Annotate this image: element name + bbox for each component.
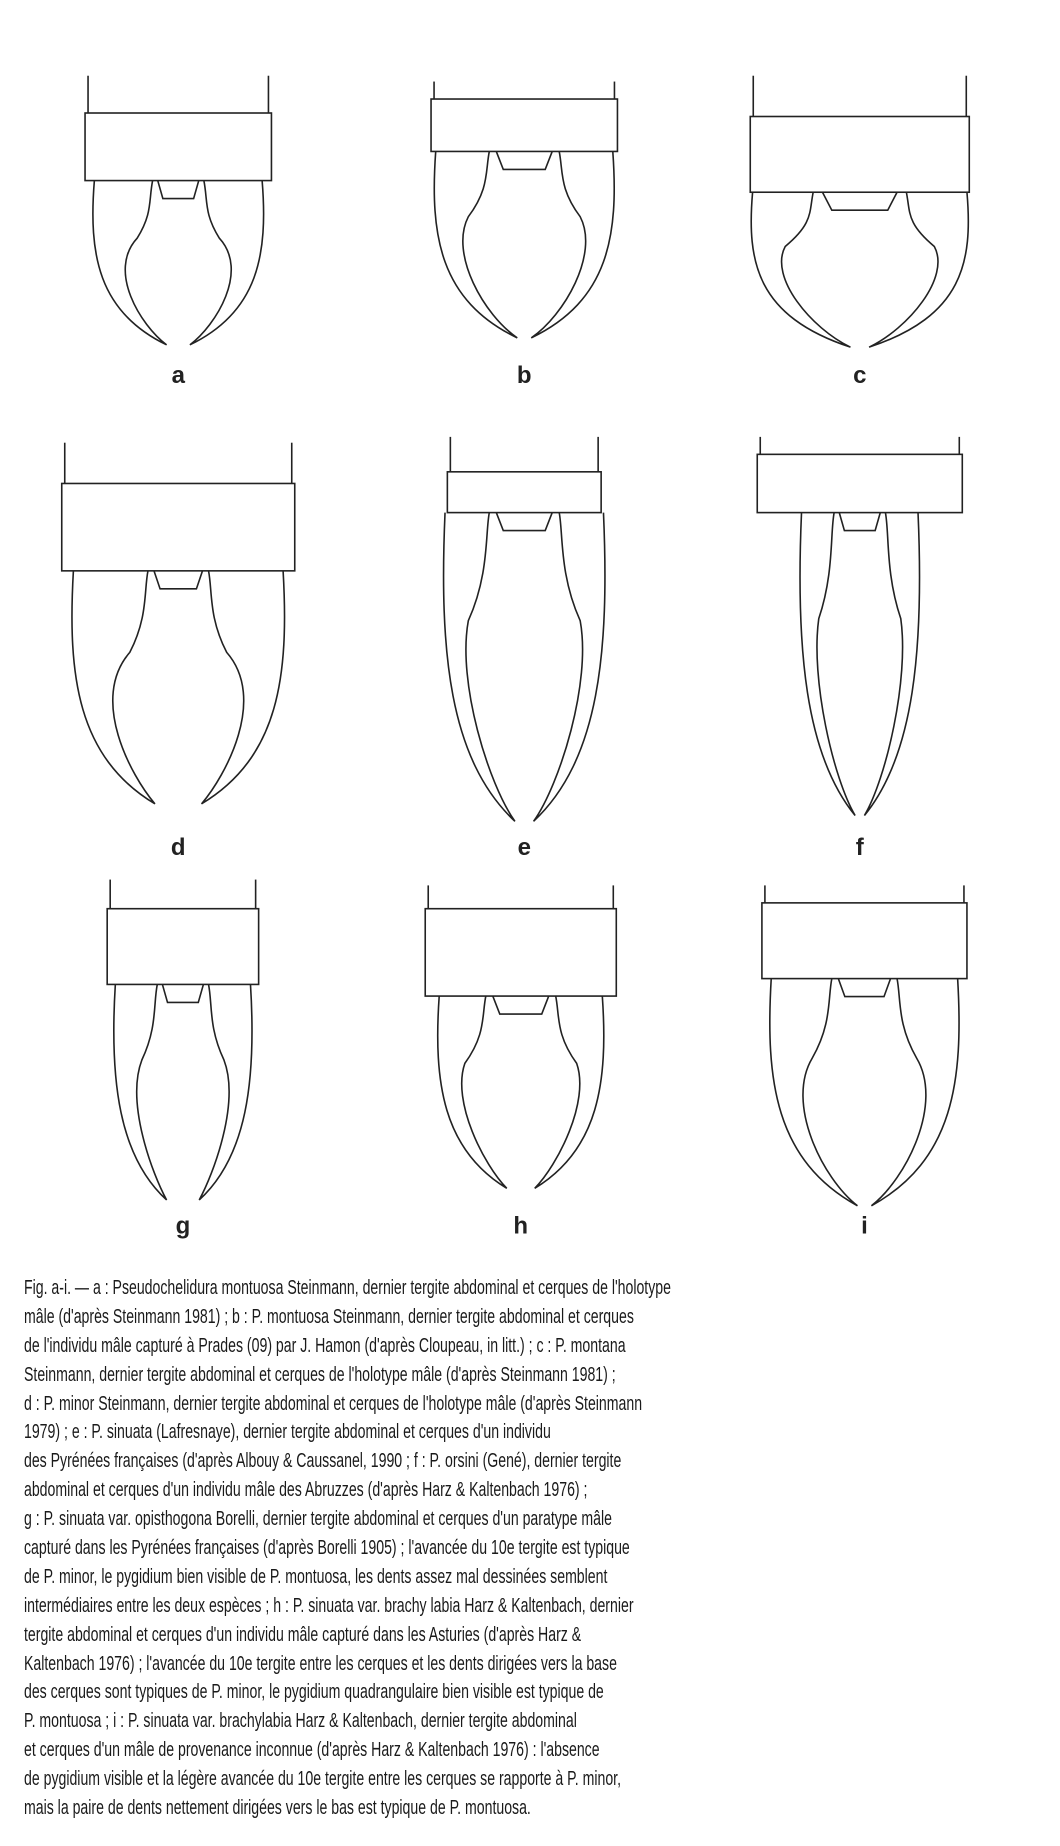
tergite — [431, 99, 617, 151]
caption-line: d : P. minor Steinmann, dernier tergite abdominal et cerques de l'holotype mâle (d'après Steinmann — [24, 1392, 643, 1415]
figure-label: d — [170, 833, 186, 861]
figure-i — [762, 885, 967, 1205]
figure-d — [62, 443, 295, 804]
tergite — [757, 454, 962, 512]
caption-line: 1979) ; e : P. sinuata (Lafresnaye), dernier tergite abdominal et cerques d'un individu — [24, 1421, 551, 1444]
right-cercus — [869, 192, 968, 347]
figure-label: i — [861, 1212, 868, 1240]
left-cercus — [438, 996, 507, 1188]
figure-label: a — [171, 362, 185, 390]
pygidium — [838, 979, 890, 997]
caption-line: des Pyrénées françaises (d'après Albouy & Caussanel, 1990 ; f : P. orsini (Gené), dernier tergite — [24, 1450, 622, 1473]
caption-line: abdominal et cerques d'un individu mâle des Abruzzes (d'après Harz & Kaltenbach 1976) ; — [24, 1479, 588, 1502]
figure-caption — [24, 1274, 1060, 1823]
right-cercus — [199, 984, 252, 1200]
tergite — [750, 117, 969, 193]
right-cercus — [535, 996, 604, 1188]
pygidium — [822, 192, 897, 210]
figure-a — [85, 76, 271, 345]
pygidium — [493, 996, 549, 1014]
figure-g — [107, 880, 258, 1200]
figure-label: c — [853, 362, 867, 390]
pygidium — [154, 571, 202, 589]
pygidium — [496, 151, 552, 169]
left-cercus — [800, 513, 855, 816]
caption-line: de pygidium visible et la légère avancée du 10e tergite entre les cerques se rapporte à P. minor, — [24, 1768, 622, 1791]
caption-line: tergite abdominal et cerques d'un individu mâle capturé dans les Asturies (d'après Harz & — [24, 1623, 582, 1646]
pygidium — [839, 513, 880, 531]
caption-line: Steinmann, dernier tergite abdominal et cerques de l'holotype mâle (d'après Steinmann 1981) ; — [24, 1363, 616, 1386]
caption-line: et cerques d'un mâle de provenance inconnue (d'après Harz & Kaltenbach 1976) : l'absence — [24, 1739, 600, 1762]
left-cercus — [444, 513, 515, 822]
figure-f — [757, 437, 962, 816]
right-cercus — [534, 513, 605, 822]
figure-label: h — [513, 1212, 529, 1240]
left-cercus — [770, 979, 858, 1206]
pygidium — [496, 513, 552, 531]
tergite — [447, 472, 601, 513]
tergite — [107, 909, 258, 985]
right-cercus — [864, 513, 919, 816]
caption-line: g : P. sinuata var. opisthogona Borelli, dernier tergite abdominal et cerques d'un paratype mâle — [24, 1508, 612, 1531]
left-cercus — [93, 181, 167, 345]
left-cercus — [751, 192, 850, 347]
right-cercus — [531, 151, 614, 337]
right-cercus — [871, 979, 959, 1206]
tergite — [85, 113, 271, 181]
caption-line: intermédiaires entre les deux espèces ; h : P. sinuata var. brachy labia Harz & Kaltenbach, dernier — [24, 1594, 634, 1617]
left-cercus — [72, 571, 155, 804]
right-cercus — [190, 181, 264, 345]
pygidium — [162, 984, 203, 1002]
figure-label: e — [517, 833, 531, 861]
figure-label: b — [516, 362, 532, 390]
tergite — [425, 909, 616, 996]
figure-e — [444, 437, 605, 821]
caption-line: capturé dans les Pyrénées françaises (d'après Borelli 1905) ; l'avancée du 10e tergite est typique — [24, 1537, 630, 1560]
figure-b — [431, 82, 617, 338]
caption-line: P. montuosa ; i : P. sinuata var. brachylabia Harz & Kaltenbach, dernier tergite abdominal — [24, 1710, 577, 1733]
pygidium — [158, 181, 199, 199]
caption-line: de l'individu mâle capturé à Prades (09) par J. Hamon (d'après Cloupeau, in litt.) ; c : P. montana — [24, 1334, 626, 1357]
right-cercus — [202, 571, 285, 804]
caption-line: Fig. a-i. — a : Pseudochelidura montuosa Steinmann, dernier tergite abdominal et cerques de l'holotype — [24, 1277, 671, 1299]
caption-line: des cerques sont typiques de P. minor, le pygidium quadrangulaire bien visible est typique de — [24, 1681, 604, 1704]
tergite — [762, 903, 967, 979]
left-cercus — [434, 151, 517, 337]
tergite — [62, 483, 295, 570]
caption-line: mâle (d'après Steinmann 1981) ; b : P. montuosa Steinmann, dernier tergite abdominal et cerques — [24, 1305, 634, 1328]
figure-h — [425, 885, 616, 1188]
figure-label: g — [175, 1212, 191, 1240]
caption-line: Kaltenbach 1976) ; l'avancée du 10e tergite entre les cerques et les dents dirigées vers la base — [24, 1652, 617, 1675]
caption-line: mais la paire de dents nettement dirigées vers le bas est typique de P. montuosa. — [24, 1797, 531, 1820]
caption-line: de P. minor, le pygidium bien visible de P. montuosa, les dents assez mal dessinées semblent — [24, 1565, 608, 1588]
figure-label: f — [855, 833, 864, 861]
left-cercus — [114, 984, 167, 1200]
figure-c — [750, 76, 969, 347]
